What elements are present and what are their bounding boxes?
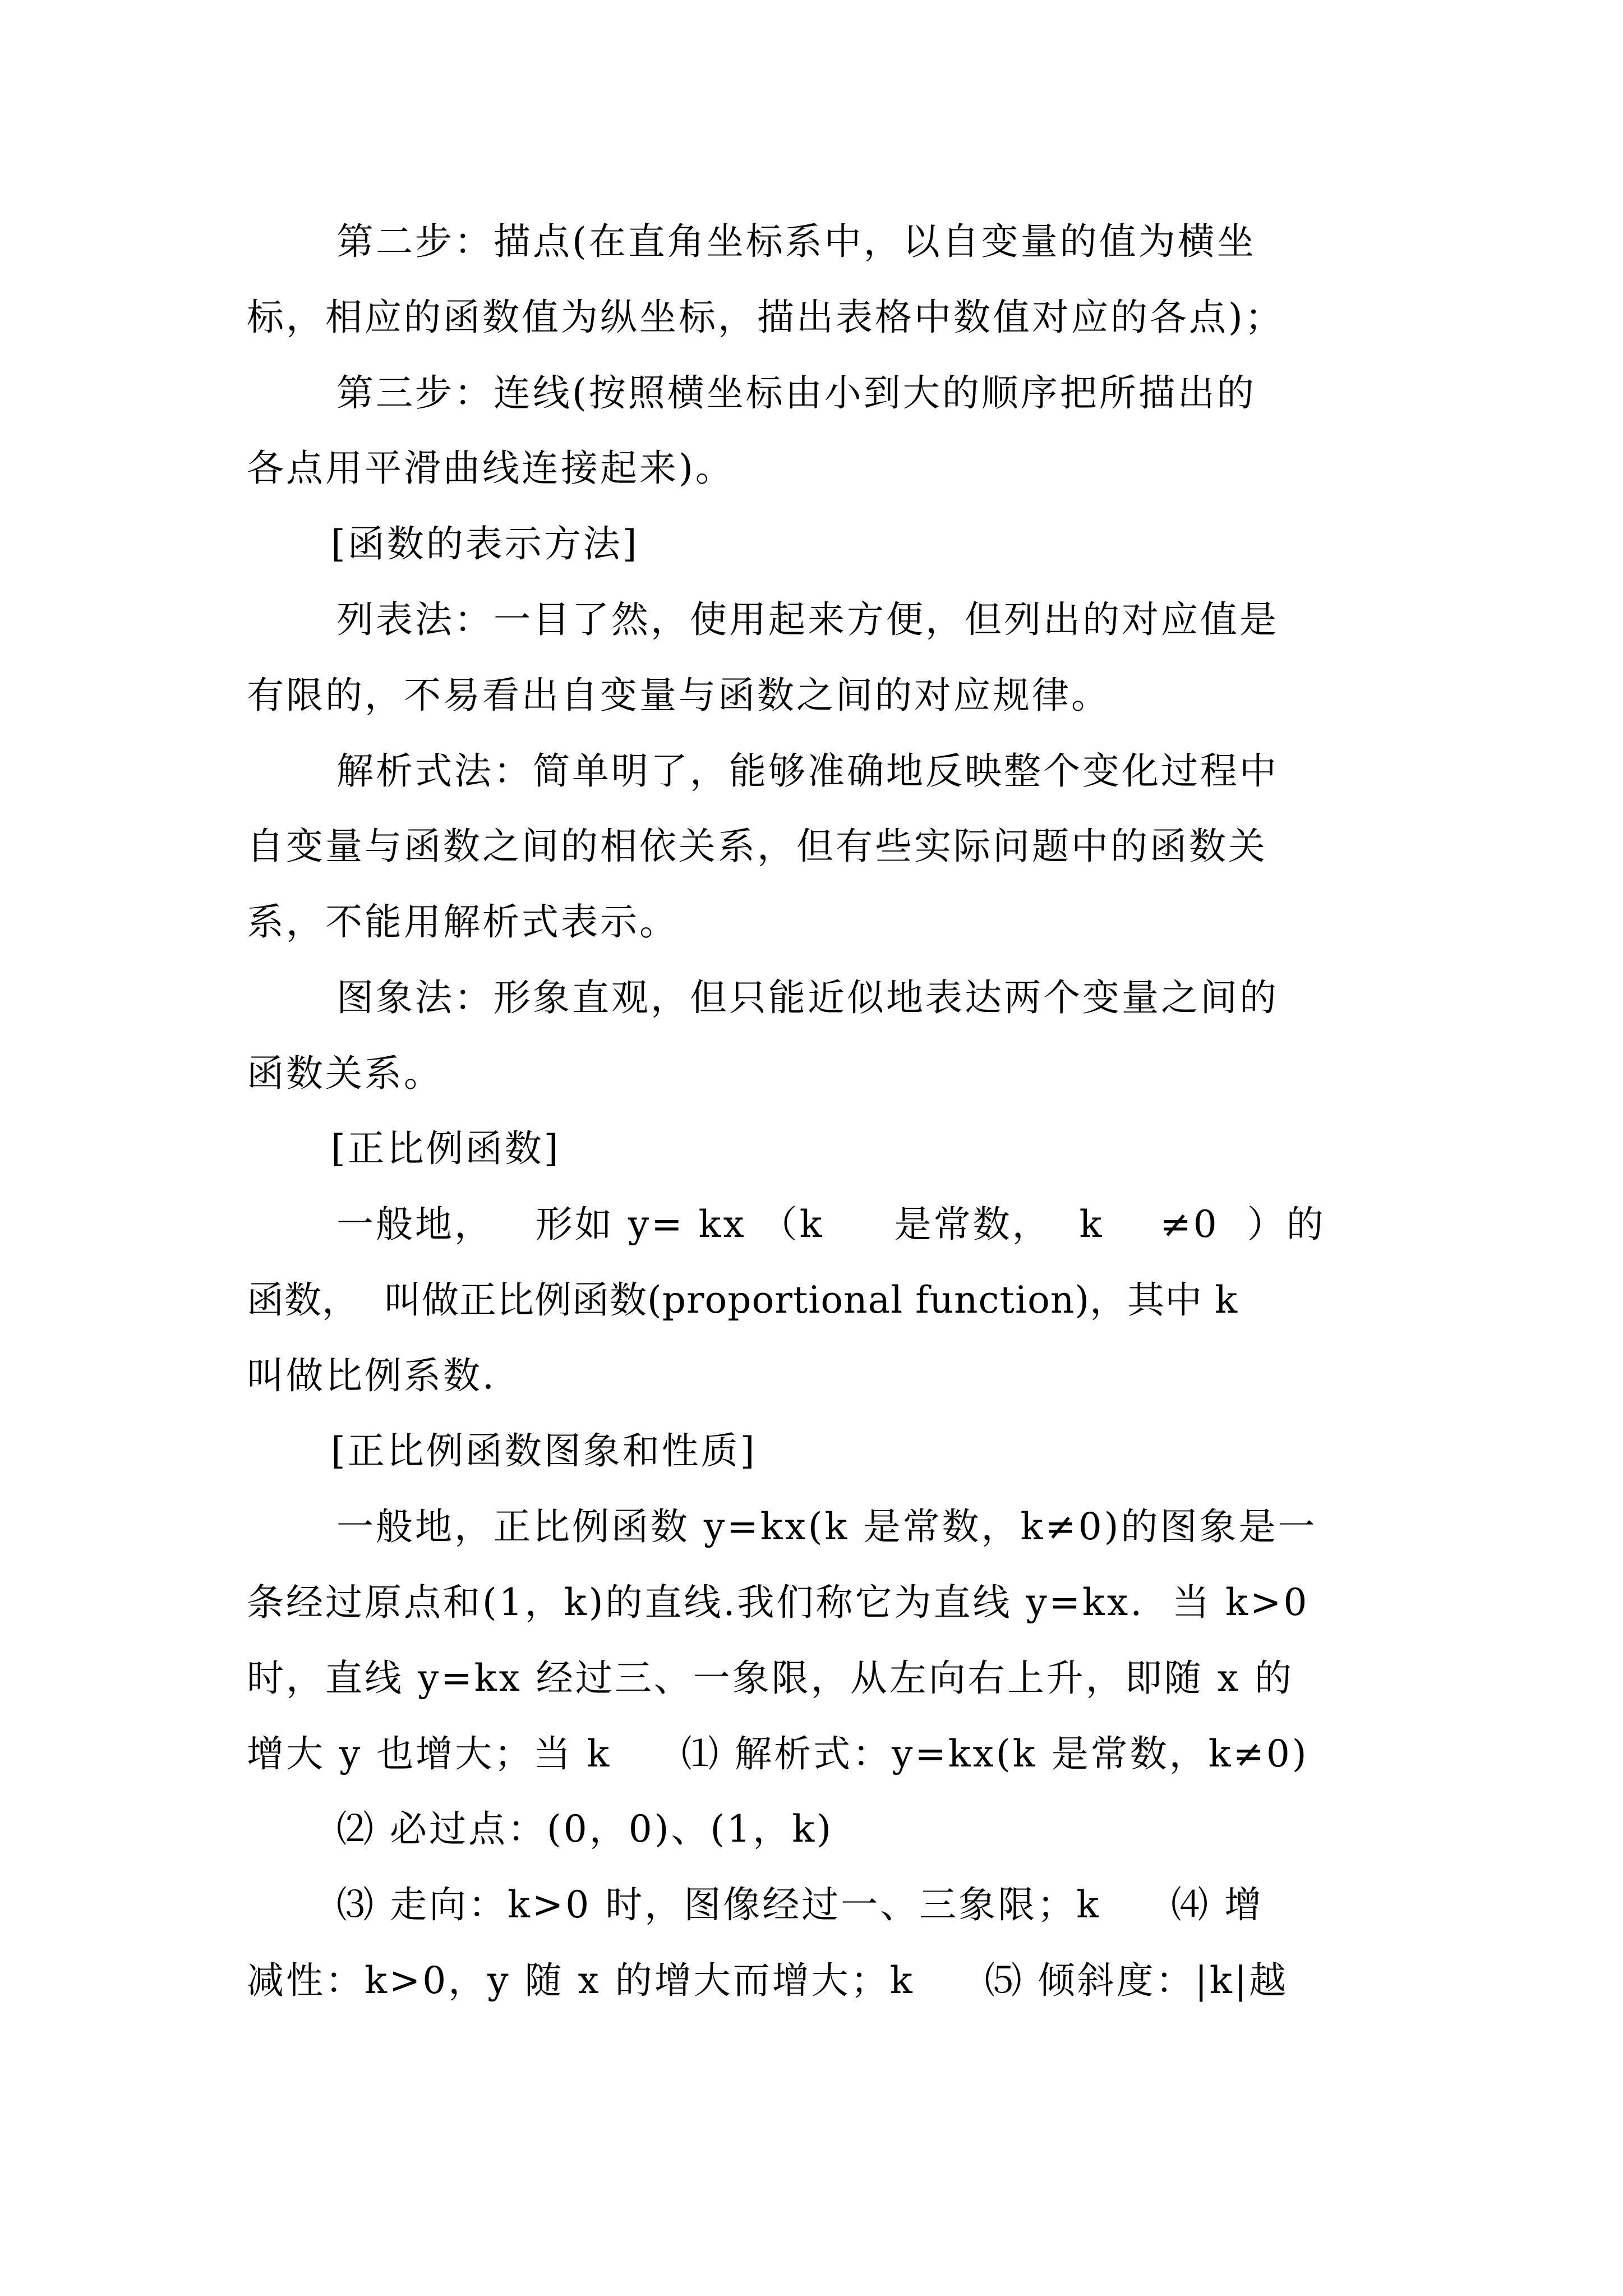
section-heading: [正比例函数] xyxy=(331,1127,561,1170)
text-line: 减性：k>0，y 随 x 的增大而增大；k ⑸ 倾斜度：|k|越 xyxy=(247,1959,1289,2002)
text-line: 自变量与函数之间的相依关系，但有些实际问题中的函数关 xyxy=(247,825,1267,868)
text-line: 条经过原点和(1，k)的直线.我们称它为直线 y=kx. 当 k>0 xyxy=(247,1581,1310,1624)
text-line: 一般地， 形如 y= kx （k 是常数， k ≠0 ）的 xyxy=(336,1203,1326,1246)
text-line: ⑶ 走向：k>0 时，图像经过一、三象限；k ⑷ 增 xyxy=(336,1883,1264,1926)
text-line: 各点用平滑曲线连接起来)。 xyxy=(247,447,735,490)
text-line: 第二步：描点(在直角坐标系中，以自变量的值为横坐 xyxy=(336,220,1256,263)
text-line: 图象法：形象直观，但只能近似地表达两个变量之间的 xyxy=(336,976,1279,1019)
text-line: 第三步：连线(按照横坐标由小到大的顺序把所描出的 xyxy=(336,371,1256,415)
text-line: 一般地，正比例函数 y=kx(k 是常数，k≠0)的图象是一 xyxy=(336,1505,1317,1548)
text-line: ⑵ 必过点：(0，0)、(1，k) xyxy=(336,1807,833,1851)
text-line: 有限的，不易看出自变量与函数之间的对应规律。 xyxy=(247,674,1110,717)
text-line: 时，直线 y=kx 经过三、一象限，从左向右上升，即随 x 的 xyxy=(247,1657,1294,1700)
text-line: 增大 y 也增大；当 k ⑴ 解析式：y=kx(k 是常数，k≠0) xyxy=(247,1732,1309,1775)
text-line: 叫做比例系数. xyxy=(247,1354,496,1397)
text-line: 标，相应的函数值为纵坐标，描出表格中数值对应的各点)； xyxy=(247,296,1284,339)
text-line: 函数， 叫做正比例函数(proportional function)，其中 k xyxy=(247,1278,1238,1322)
text-line: 函数关系。 xyxy=(247,1052,443,1095)
text-line: 解析式法：简单明了，能够准确地反映整个变化过程中 xyxy=(336,749,1279,793)
section-heading: [函数的表示方法] xyxy=(331,522,639,565)
section-heading: [正比例函数图象和性质] xyxy=(331,1429,757,1473)
text-line: 列表法：一目了然，使用起来方便，但列出的对应值是 xyxy=(336,598,1279,641)
text-line: 系，不能用解析式表示。 xyxy=(247,900,679,944)
